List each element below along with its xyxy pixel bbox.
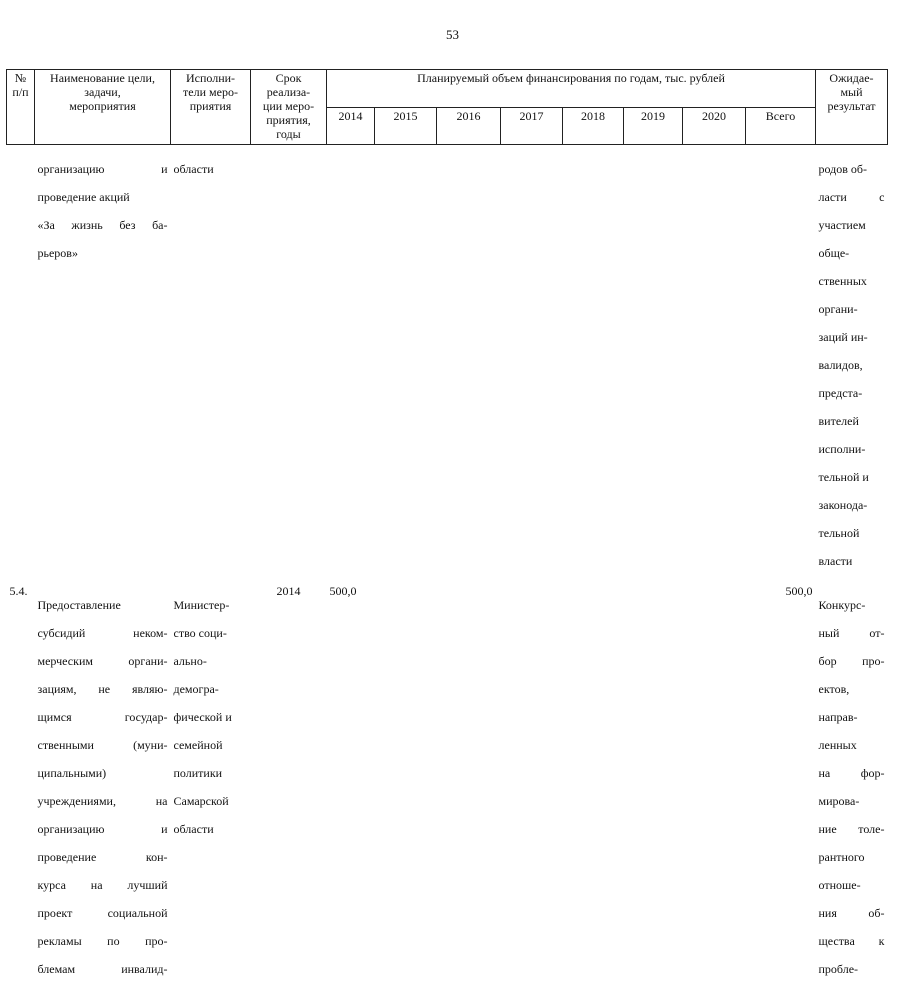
row-executor-line: демогра- bbox=[173, 682, 219, 696]
row-value-2018 bbox=[563, 582, 624, 990]
row-executor bbox=[171, 145, 251, 583]
row-name-line: учреждениями, на bbox=[37, 794, 168, 808]
header-name: Наименование цели, задачи, мероприятия bbox=[35, 70, 171, 145]
row-result-line: мирова- bbox=[818, 794, 860, 808]
row-value-2019 bbox=[624, 145, 683, 583]
row-value-2017 bbox=[501, 582, 563, 990]
header-year-2019: 2019 bbox=[624, 107, 683, 145]
row-result-line: Конкурс- bbox=[818, 598, 866, 612]
row-value-2020 bbox=[683, 145, 746, 583]
header-total: Всего bbox=[746, 107, 816, 145]
row-name-line: организацию и bbox=[37, 162, 168, 176]
row-value-2018 bbox=[563, 145, 624, 583]
row-result-line: тельной и bbox=[818, 470, 869, 484]
row-num: 5.4. bbox=[9, 584, 28, 598]
row-value-2016 bbox=[437, 582, 501, 990]
program-table-wrap bbox=[6, 69, 888, 990]
row-name-line: ципальными) bbox=[37, 766, 107, 780]
row-result-line: ние толе- bbox=[818, 822, 885, 836]
header-year-2014: 2014 bbox=[327, 107, 375, 145]
row-name bbox=[35, 145, 171, 583]
header-year-2016: 2016 bbox=[437, 107, 501, 145]
row-value-2019 bbox=[624, 582, 683, 990]
row-executor-line: ство соци- bbox=[173, 626, 227, 640]
header-year-2015: 2015 bbox=[375, 107, 437, 145]
row-value-2015 bbox=[375, 145, 437, 583]
row-name-line: блемам инвалид- bbox=[37, 962, 168, 976]
row-name-line: «За жизнь без ба- bbox=[37, 218, 168, 232]
row-executor-line: области bbox=[173, 822, 214, 836]
row-name-line: проведение акций bbox=[37, 190, 130, 204]
row-name-line: субсидий неком- bbox=[37, 626, 168, 640]
row-result-line: ласти с bbox=[818, 190, 885, 204]
header-year-2018: 2018 bbox=[563, 107, 624, 145]
header-executor: Исполни- тели меро- приятия bbox=[171, 70, 251, 145]
row-result-line: направ- bbox=[818, 710, 858, 724]
row-result-line: власти bbox=[818, 554, 853, 568]
row-result-line: тельной bbox=[818, 526, 860, 540]
row-name-line: зациям, не являю- bbox=[37, 682, 168, 696]
row-result-line: законода- bbox=[818, 498, 868, 512]
row-name-line: проведение кон- bbox=[37, 850, 168, 864]
row-name-line: курса на лучший bbox=[37, 878, 168, 892]
row-result-line: ный от- bbox=[818, 626, 885, 640]
row-executor bbox=[171, 582, 251, 990]
row-value-2014 bbox=[327, 145, 375, 583]
row-result-line: предста- bbox=[818, 386, 863, 400]
row-name bbox=[35, 582, 171, 990]
row-result-line: щества к bbox=[818, 934, 885, 948]
row-result-line: ленных bbox=[818, 738, 857, 752]
row-executor-line: области bbox=[173, 162, 214, 176]
page-number: 53 bbox=[446, 27, 459, 42]
row-value-2017 bbox=[501, 145, 563, 583]
row-result-line: валидов, bbox=[818, 358, 863, 372]
row-name-line: щимся государ- bbox=[37, 710, 168, 724]
row-name-line: Предоставление bbox=[37, 598, 121, 612]
row-name-line: рьеров» bbox=[37, 246, 78, 260]
row-result-line: вителей bbox=[818, 414, 859, 428]
header-term: Срок реализа- ции меро- приятия, годы bbox=[251, 70, 327, 145]
header-funding: Планируемый объем финансирования по годам, тыс. рублей bbox=[327, 70, 816, 108]
header-num: № п/п bbox=[7, 70, 35, 145]
row-result-line: отноше- bbox=[818, 878, 861, 892]
header-result: Ожидае- мый результат bbox=[816, 70, 888, 145]
table-row bbox=[7, 582, 888, 990]
row-result-line: пробле- bbox=[818, 962, 859, 976]
row-term bbox=[251, 145, 327, 583]
row-value-total: 500,0 bbox=[785, 584, 813, 598]
row-result bbox=[816, 145, 888, 583]
row-result-line: рантного bbox=[818, 850, 865, 864]
header-year-2020: 2020 bbox=[683, 107, 746, 145]
row-name-line: мерческим органи- bbox=[37, 654, 168, 668]
row-executor-line: Министер- bbox=[173, 598, 230, 612]
row-result-line: бор про- bbox=[818, 654, 885, 668]
row-result-line: заций ин- bbox=[818, 330, 868, 344]
row-value-2014: 500,0 bbox=[329, 584, 357, 598]
row-value-2016 bbox=[437, 145, 501, 583]
row-name-line: проект социальной bbox=[37, 906, 168, 920]
row-value-2020 bbox=[683, 582, 746, 990]
row-result-line: родов об- bbox=[818, 162, 868, 176]
row-result-line: на фор- bbox=[818, 766, 885, 780]
header-year-2017: 2017 bbox=[501, 107, 563, 145]
row-result-line: ектов, bbox=[818, 682, 850, 696]
row-value-total bbox=[746, 145, 816, 583]
row-executor-line: Самарской bbox=[173, 794, 229, 808]
row-name-line: ственными (муни- bbox=[37, 738, 168, 752]
table-header bbox=[7, 70, 888, 145]
row-value-2015 bbox=[375, 582, 437, 990]
row-term: 2014 bbox=[276, 584, 301, 598]
row-num bbox=[7, 145, 35, 583]
row-result-line: ния об- bbox=[818, 906, 885, 920]
program-table bbox=[6, 69, 888, 990]
row-executor-line: ально- bbox=[173, 654, 207, 668]
row-name-line: организацию и bbox=[37, 822, 168, 836]
row-executor-line: семейной bbox=[173, 738, 223, 752]
row-name-line: рекламы по про- bbox=[37, 934, 168, 948]
row-result-line: участием bbox=[818, 218, 866, 232]
table-row bbox=[7, 145, 888, 583]
row-executor-line: фической и bbox=[173, 710, 232, 724]
row-executor-line: политики bbox=[173, 766, 223, 780]
row-result-line: исполни- bbox=[818, 442, 866, 456]
row-result-line: ственных bbox=[818, 274, 867, 288]
row-result bbox=[816, 582, 888, 990]
row-result-line: обще- bbox=[818, 246, 850, 260]
row-result-line: органи- bbox=[818, 302, 858, 316]
